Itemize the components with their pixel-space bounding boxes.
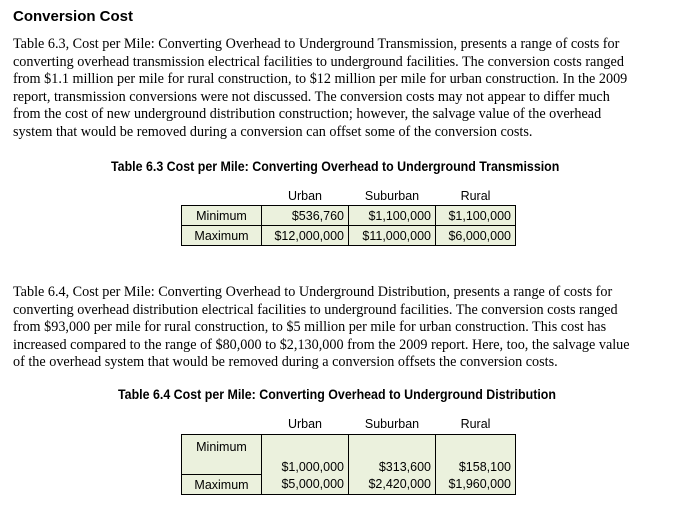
cell-minimum-suburban: $1,100,000: [349, 206, 436, 226]
paragraph-line: increased compared to the range of $80,000 to $2,130,000 from the 2009 report. Here, too, the salvage value: [13, 336, 630, 353]
row-label-maximum: Maximum: [182, 226, 262, 246]
cell-minimum-suburban: $313,600: [349, 435, 436, 475]
cell-minimum-rural: $1,100,000: [436, 206, 516, 226]
paragraph-distribution: [13, 284, 689, 372]
paragraph-line: from $1.1 million per mile for rural construction, to $12 million per mile for urban construction. In the 2009: [13, 71, 628, 88]
table-row-minimum: [182, 206, 516, 226]
cell-maximum-rural: $1,960,000: [436, 475, 516, 495]
section-heading: Conversion Cost: [13, 8, 134, 25]
table-header-row: [182, 414, 516, 435]
paragraph-line: converting overhead transmission electrical facilities to underground facilities. The conversion costs ranged: [13, 53, 624, 70]
cell-minimum-urban: $1,000,000: [262, 435, 349, 475]
table-6-4-caption: Table 6.4 Cost per Mile: Converting Overhead to Underground Distribution: [118, 387, 556, 402]
paragraph-line: Table 6.3, Cost per Mile: Converting Overhead to Underground Transmission, presents a range of costs for: [13, 36, 620, 52]
table-corner-cell: [182, 187, 262, 206]
column-header-suburban: Suburban: [349, 414, 436, 435]
table-corner-cell: [182, 414, 262, 435]
row-label-minimum: Minimum: [182, 435, 262, 475]
column-header-urban: Urban: [262, 187, 349, 206]
column-header-rural: Rural: [436, 187, 516, 206]
cell-maximum-rural: $6,000,000: [436, 226, 516, 246]
paragraph-line: from the cost of new underground distribution construction; however, the salvage value of the overhead: [13, 106, 602, 123]
paragraph-line: from $93,000 per mile for rural construction, to $5 million per mile for urban construction. This cost has: [13, 319, 607, 336]
row-label-maximum: Maximum: [182, 475, 262, 495]
table-header-row: [182, 187, 516, 206]
cell-minimum-urban: $536,760: [262, 206, 349, 226]
paragraph-transmission: [13, 36, 689, 142]
paragraph-line: system that would be removed during a conversion can offset some of the conversion costs.: [13, 123, 533, 140]
table-row-maximum: [182, 226, 516, 246]
table-row-minimum: [182, 435, 516, 475]
column-header-suburban: Suburban: [349, 187, 436, 206]
cell-maximum-suburban: $11,000,000: [349, 226, 436, 246]
cell-maximum-urban: $12,000,000: [262, 226, 349, 246]
paragraph-line: Table 6.4, Cost per Mile: Converting Overhead to Underground Distribution, presents a range of costs for: [13, 284, 613, 300]
paragraph-line: of the overhead system that would be removed during a conversion offsets the conversion costs.: [13, 354, 558, 371]
table-6-4: [181, 414, 516, 495]
row-label-minimum: Minimum: [182, 206, 262, 226]
cell-maximum-suburban: $2,420,000: [349, 475, 436, 495]
paragraph-line: converting overhead distribution electrical facilities to underground facilities. The conversion costs ranged: [13, 301, 618, 318]
cell-minimum-rural: $158,100: [436, 435, 516, 475]
table-row-maximum: [182, 475, 516, 495]
cell-maximum-urban: $5,000,000: [262, 475, 349, 495]
paragraph-line: report, transmission conversions were not discussed. The conversion costs may not appear to differ much: [13, 88, 610, 105]
table-6-3: [181, 187, 516, 246]
column-header-urban: Urban: [262, 414, 349, 435]
column-header-rural: Rural: [436, 414, 516, 435]
table-6-3-caption: Table 6.3 Cost per Mile: Converting Overhead to Underground Transmission: [111, 159, 560, 174]
